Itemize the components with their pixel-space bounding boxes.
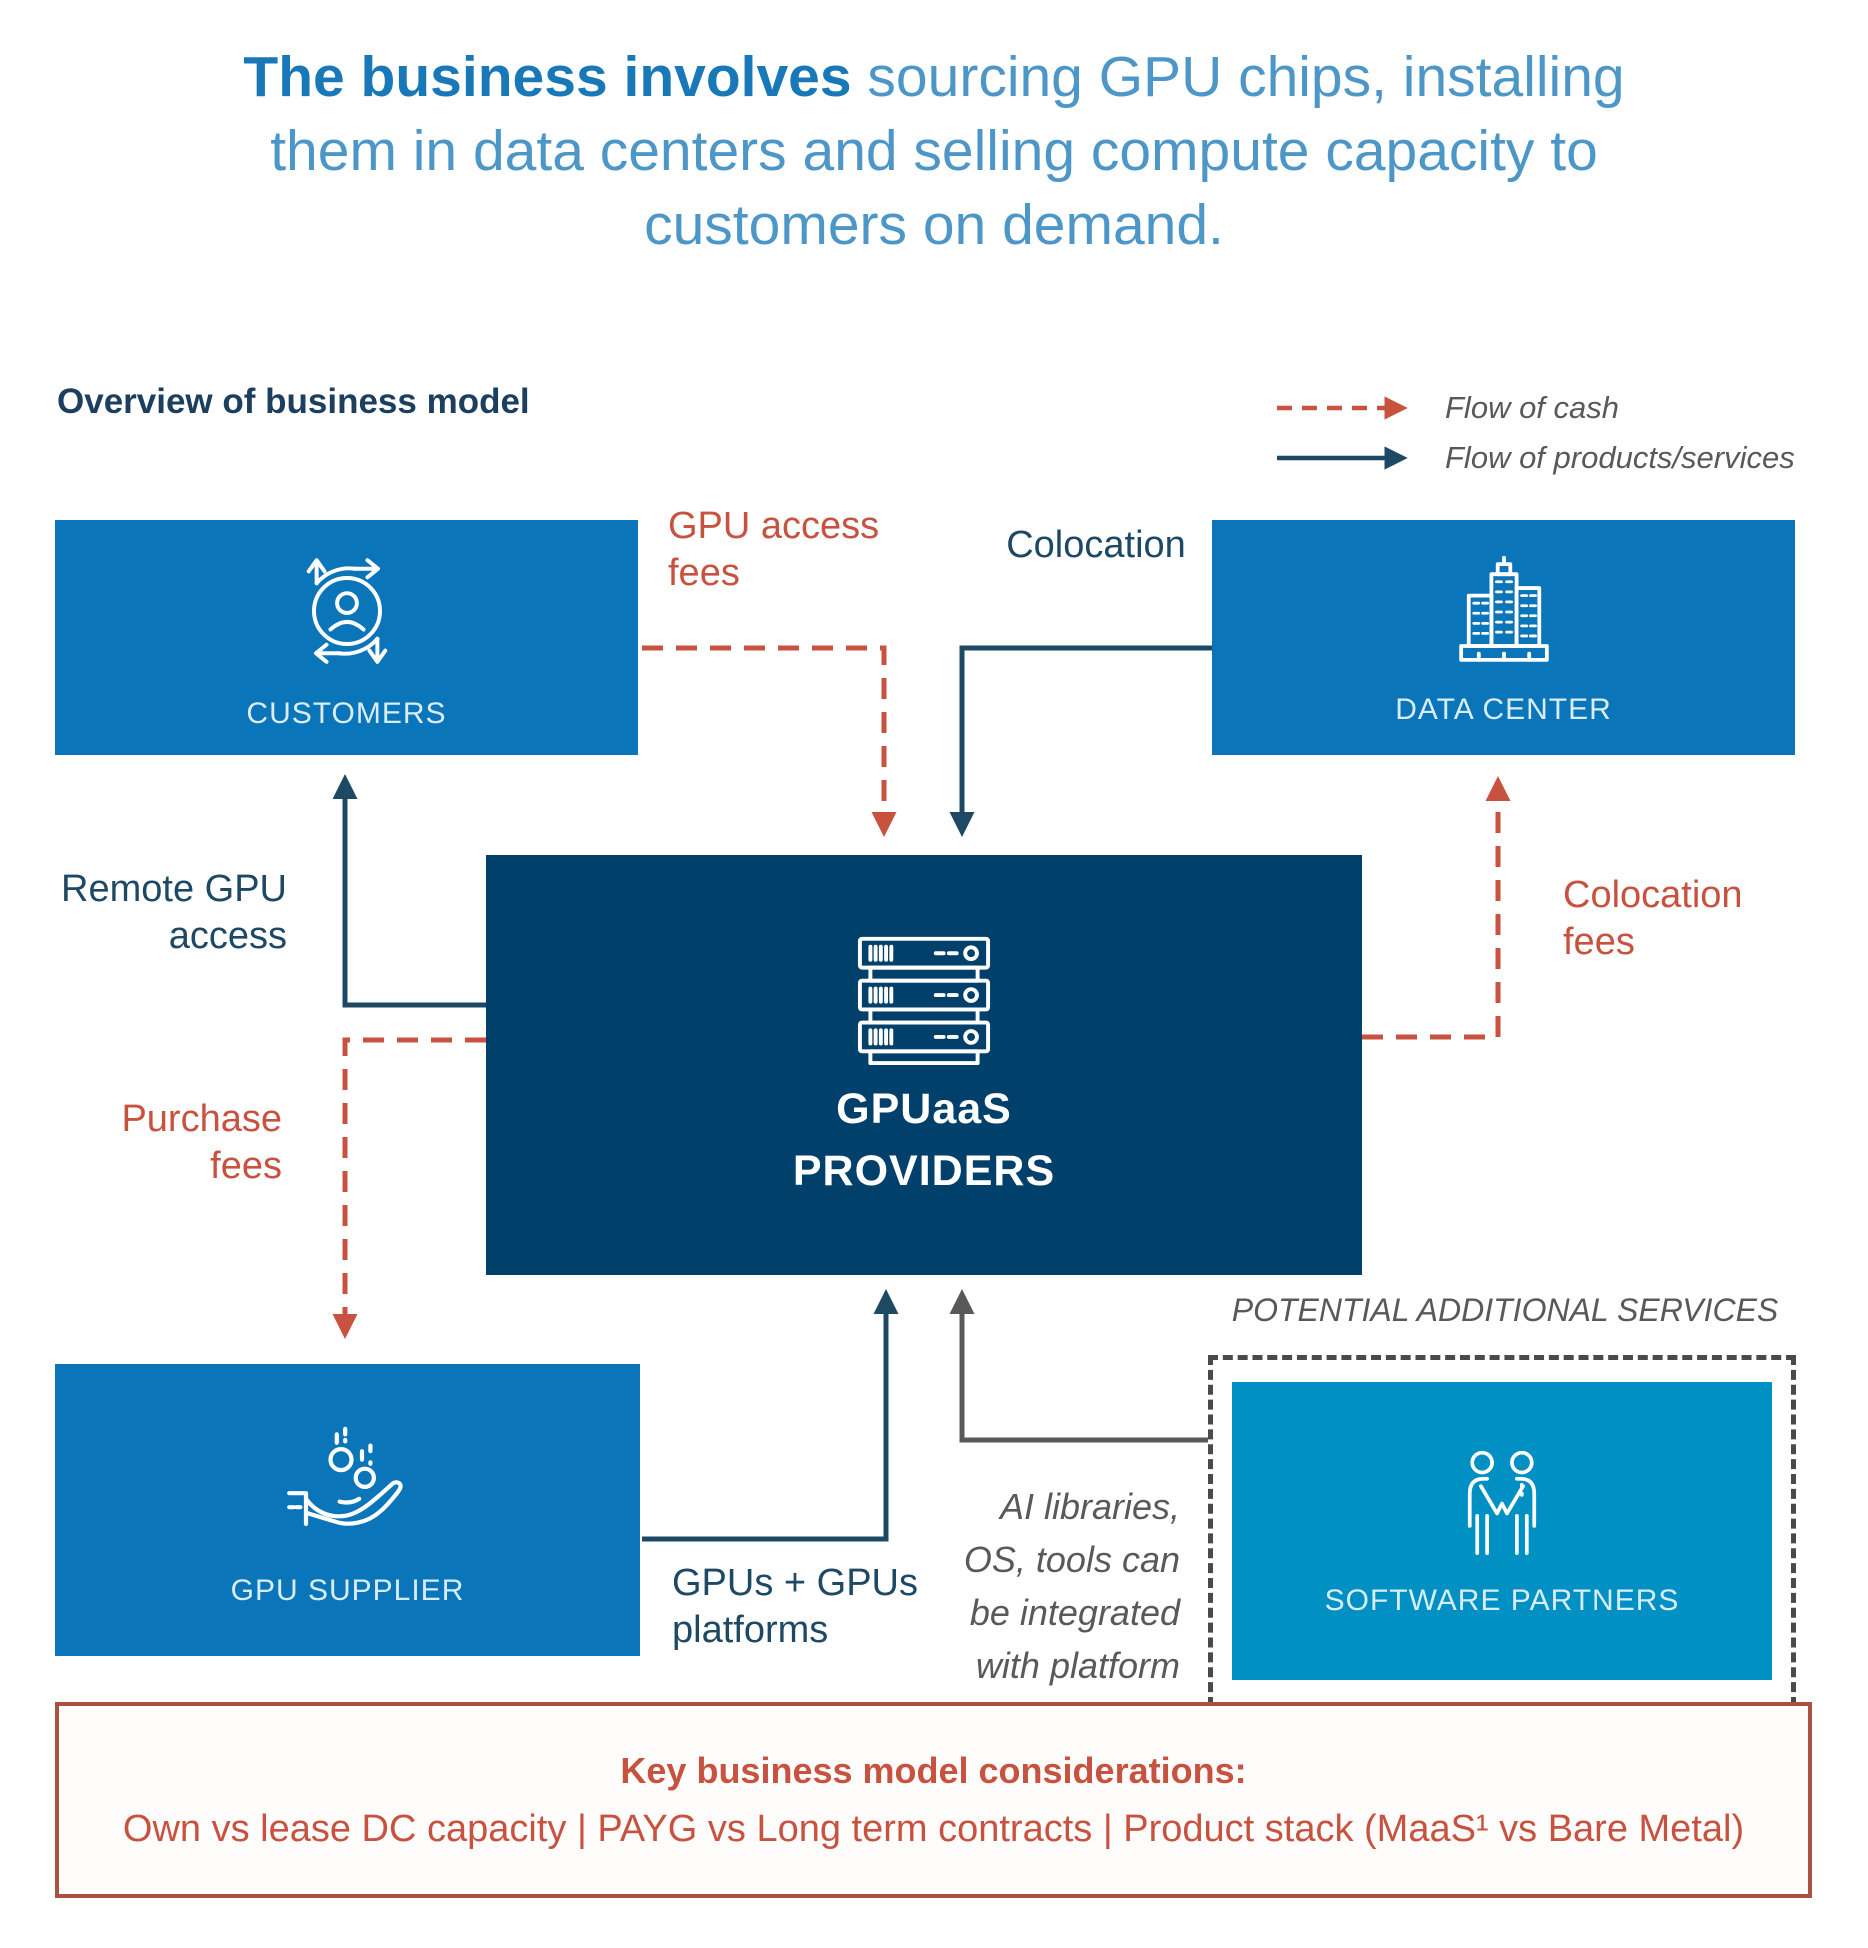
flow-label-purchase-fees: Purchase fees [121, 1098, 282, 1187]
cash-flow-arrow-icon [1275, 396, 1423, 420]
products-flow-arrow-icon [1275, 446, 1423, 470]
node-providers-label-line2: PROVIDERS [792, 1147, 1056, 1195]
arrow-purchase-fees [345, 1040, 486, 1334]
legend-cash-label: Flow of cash [1445, 390, 1620, 425]
flow-label-gpu-access-fees: GPU access fees [668, 505, 880, 594]
node-gpu-supplier [55, 1364, 640, 1656]
arrow-colocation-fees [1362, 781, 1498, 1037]
customer-cycle-icon [281, 545, 413, 677]
legend-products-label: Flow of products/services [1445, 440, 1795, 475]
node-gpu-supplier-label: GPU SUPPLIER [230, 1574, 465, 1607]
flow-note-ai-integration: AI libraries, OS, tools can be integrated with platform [963, 1486, 1180, 1686]
flow-label-colocation-fees: Colocation fees [1563, 874, 1743, 963]
flow-label-colocation: Colocation [1006, 524, 1186, 566]
page-title-line3: customers on demand. [644, 193, 1224, 257]
page-title-bold: The business involves [243, 45, 852, 109]
flow-label-gpus-platforms: GPUs + GPUs platforms [672, 1562, 918, 1651]
arrow-gpus-platforms [642, 1294, 886, 1539]
page-title-line2: them in data centers and selling compute capacity to [270, 119, 1598, 183]
partners-handshake-icon [1440, 1444, 1564, 1568]
node-providers [486, 855, 1362, 1275]
buildings-icon [1441, 549, 1567, 675]
node-customers-label: CUSTOMERS [246, 696, 447, 730]
legend [1275, 383, 1835, 483]
flow-label-remote-gpu-access: Remote GPU access [61, 868, 287, 957]
arrow-colocation [962, 648, 1212, 832]
arrow-ai-integration [962, 1294, 1208, 1440]
server-rack-icon [839, 931, 1009, 1067]
node-customers [55, 520, 638, 755]
page-title [0, 40, 1868, 262]
node-data-center-label: DATA CENTER [1395, 692, 1612, 726]
software-partners-dashed-container [1208, 1355, 1796, 1707]
node-data-center [1212, 520, 1795, 755]
node-providers-label-line1: GPUaaS [836, 1085, 1012, 1133]
arrow-remote-gpu-access [345, 779, 486, 1005]
potential-additional-services-label: POTENTIAL ADDITIONAL SERVICES [1231, 1292, 1779, 1328]
legend-cash-row [1275, 383, 1835, 433]
footer-items: Own vs lease DC capacity | PAYG vs Long term contracts | Product stack (MaaS¹ vs Bare Metal) [122, 1807, 1745, 1850]
legend-products-row [1275, 433, 1835, 483]
footer-heading: Key business model considerations: [620, 1749, 1247, 1791]
node-software-partners [1232, 1382, 1772, 1680]
page-title-line1: sourcing GPU chips, installing [851, 45, 1625, 109]
footer-considerations-box [55, 1702, 1812, 1898]
node-software-partners-label: SOFTWARE PARTNERS [1324, 1584, 1680, 1617]
arrow-gpu-access-fees [642, 648, 884, 832]
overview-heading: Overview of business model [57, 382, 530, 421]
hand-coins-icon [278, 1412, 418, 1552]
